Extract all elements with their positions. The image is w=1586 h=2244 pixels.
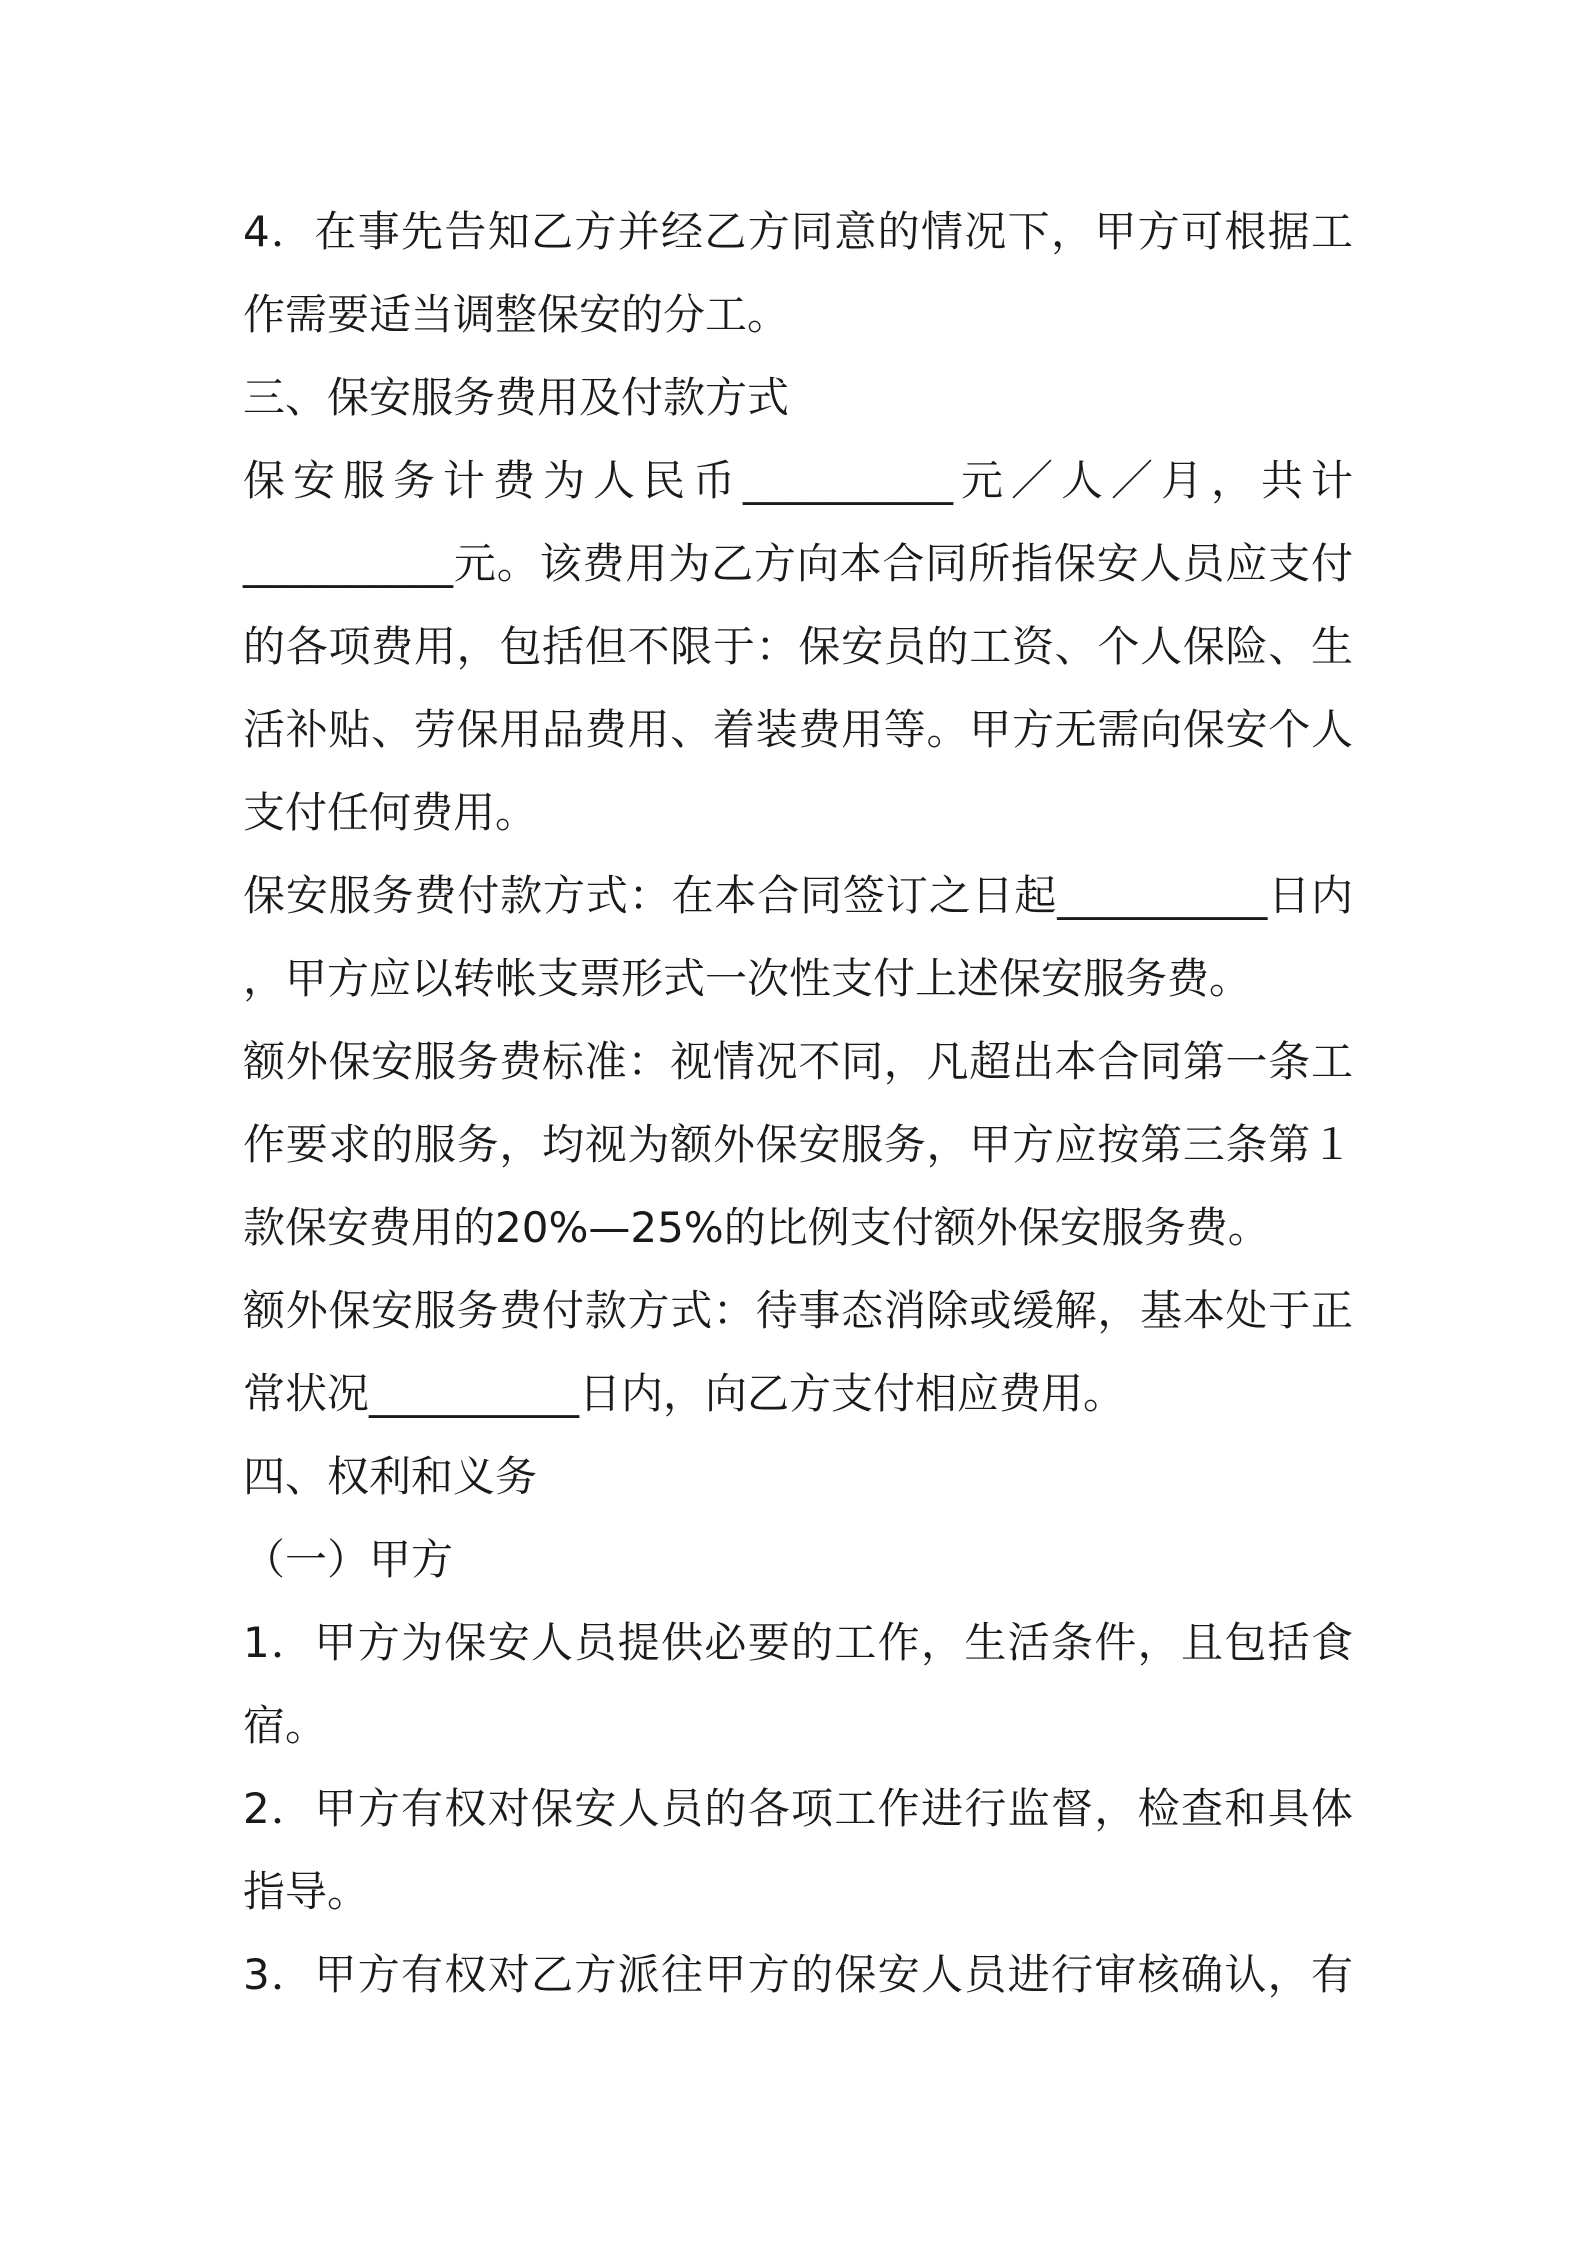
text-line: 支付任何费用。 bbox=[243, 788, 538, 837]
text-line: 宿。 bbox=[243, 1701, 328, 1750]
text-line: 保安服务费付款方式：在本合同签订之日起__________日内 bbox=[243, 871, 1353, 920]
text-line: ，甲方应以转帐支票形式一次性支付上述保安服务费。 bbox=[243, 954, 1252, 1003]
text-line: 保安服务计费为人民币__________元／人／月，共计 bbox=[243, 456, 1353, 505]
text-line: 款保安费用的20%—25%的比例支付额外保安服务费。 bbox=[243, 1203, 1270, 1252]
section-heading: 三、保安服务费用及付款方式 bbox=[243, 373, 790, 422]
text-line: 2．甲方有权对保安人员的各项工作进行监督，检查和具体 bbox=[243, 1784, 1353, 1833]
text-line: 1．甲方为保安人员提供必要的工作，生活条件，且包括食 bbox=[243, 1618, 1353, 1667]
text-line: 3．甲方有权对乙方派往甲方的保安人员进行审核确认，有 bbox=[243, 1950, 1353, 1999]
text-line: 作要求的服务，均视为额外保安服务，甲方应按第三条第１ bbox=[243, 1120, 1353, 1169]
text-line: __________元。该费用为乙方向本合同所指保安人员应支付 bbox=[243, 539, 1353, 588]
text-line: 作需要适当调整保安的分工。 bbox=[243, 290, 790, 339]
text-line: 额外保安服务费付款方式：待事态消除或缓解，基本处于正 bbox=[243, 1286, 1353, 1335]
subsection-heading: （一）甲方 bbox=[243, 1535, 454, 1584]
text-line: 常状况__________日内，向乙方支付相应费用。 bbox=[243, 1369, 1126, 1418]
text-line: 4．在事先告知乙方并经乙方同意的情况下，甲方可根据工 bbox=[243, 207, 1353, 256]
text-line: 指导。 bbox=[243, 1867, 370, 1916]
section-heading: 四、权利和义务 bbox=[243, 1452, 538, 1501]
text-line: 额外保安服务费标准：视情况不同，凡超出本合同第一条工 bbox=[243, 1037, 1353, 1086]
text-line: 的各项费用，包括但不限于：保安员的工资、个人保险、生 bbox=[243, 622, 1353, 671]
text-line: 活补贴、劳保用品费用、着装费用等。甲方无需向保安个人 bbox=[243, 705, 1353, 754]
